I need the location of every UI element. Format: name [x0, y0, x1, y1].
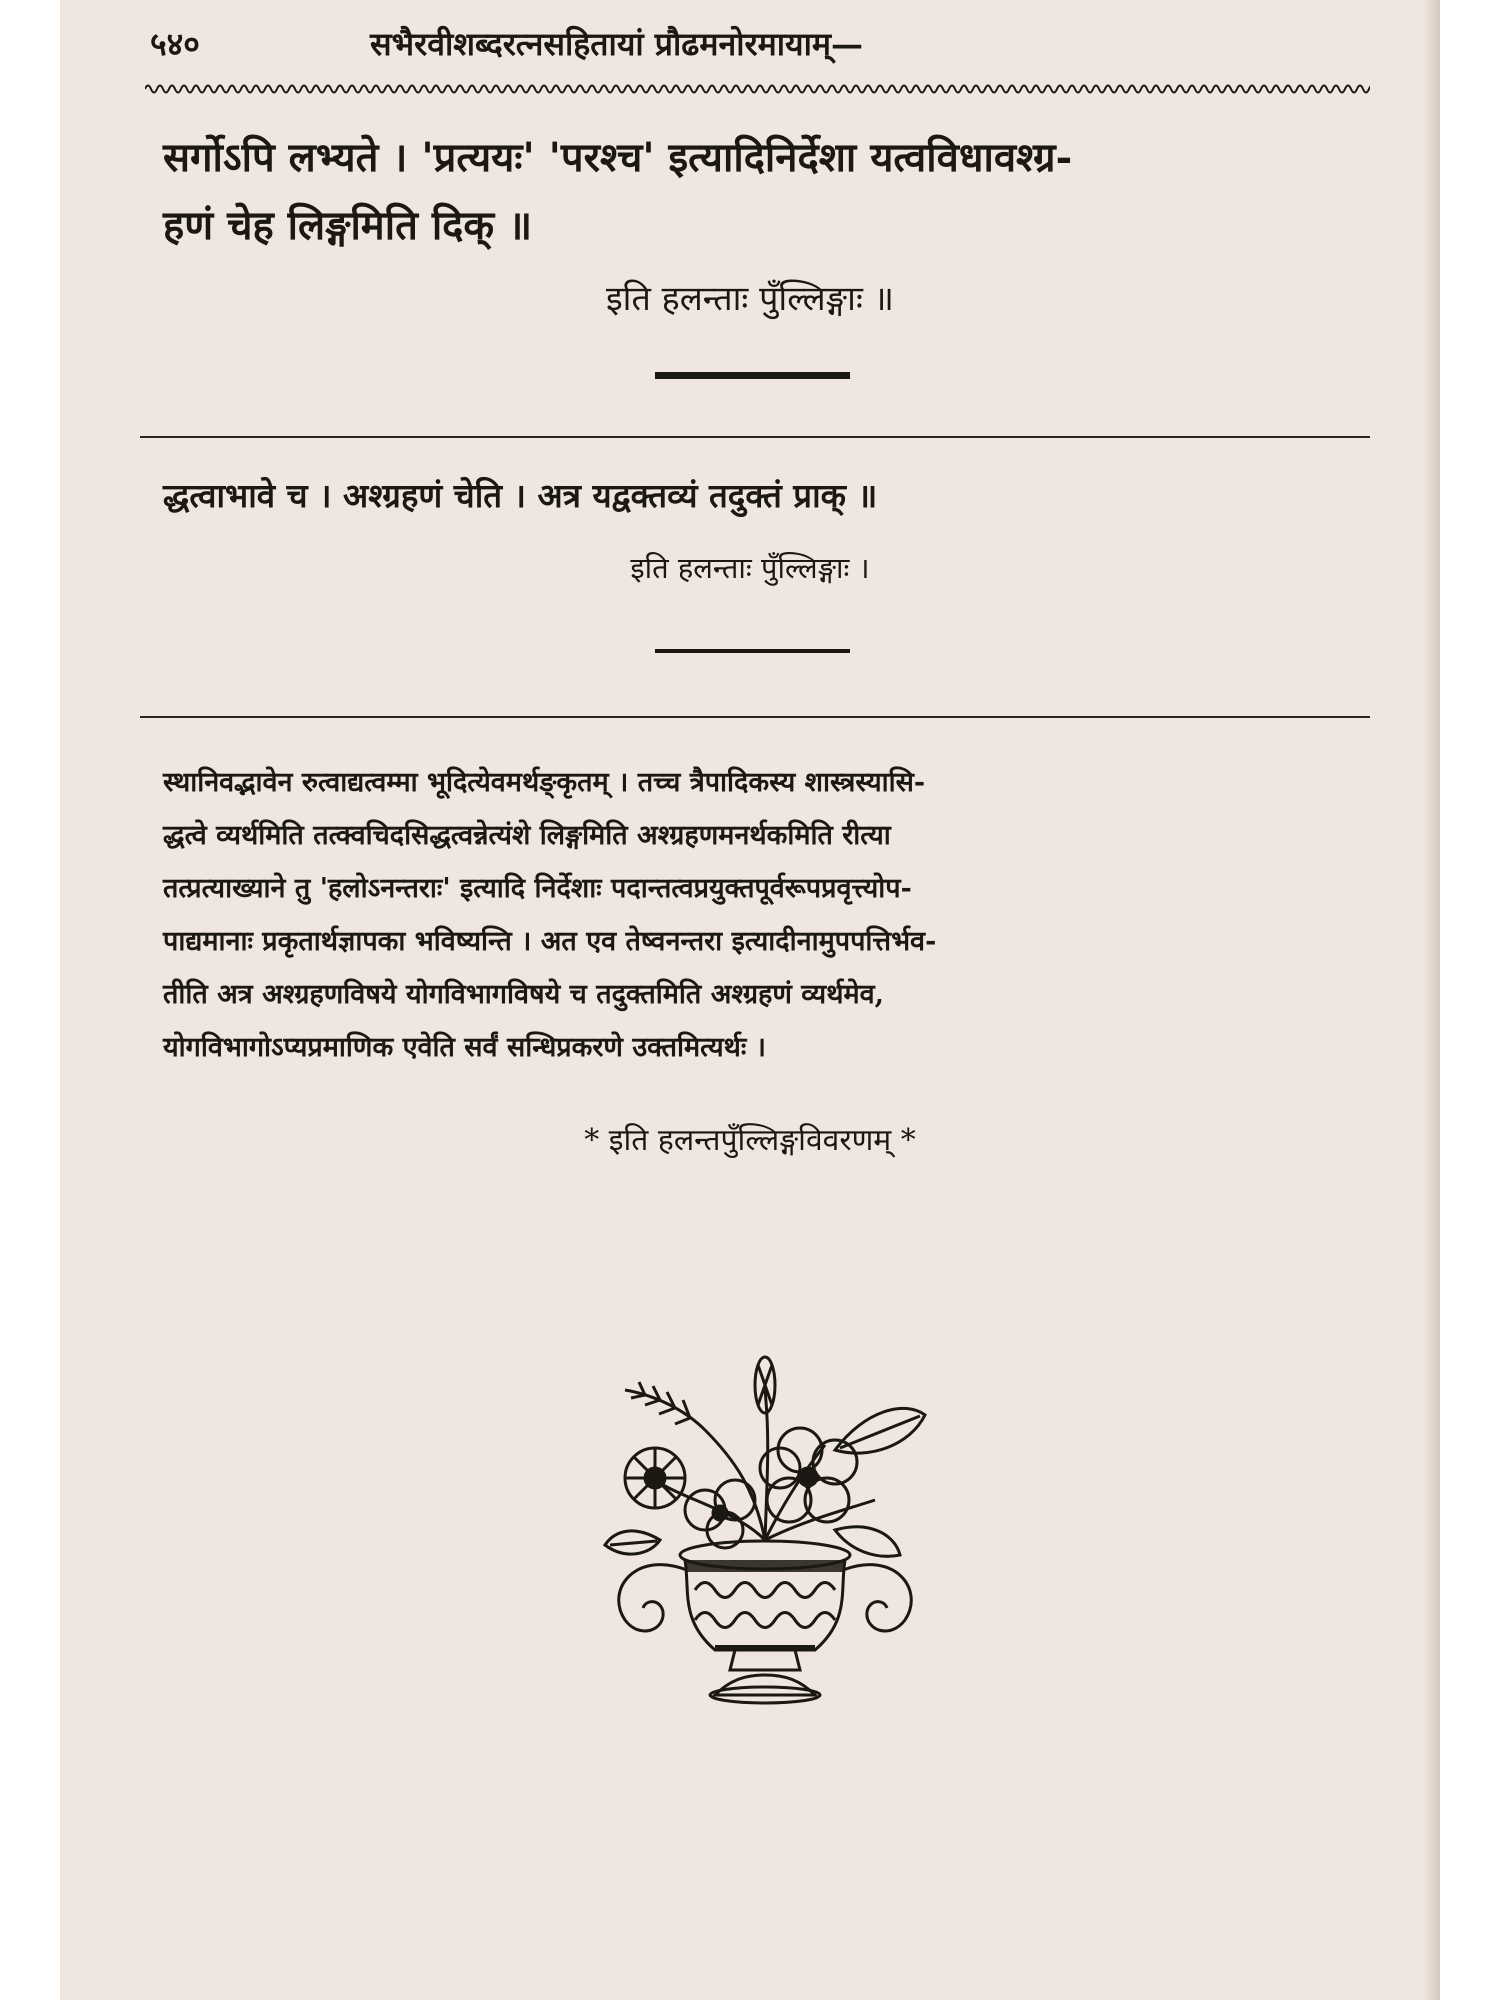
section-end-rule — [655, 372, 850, 379]
wavy-rule-divider — [145, 80, 1370, 98]
section3-line-6: योगविभागोऽप्यप्रमाणिक एवेति सर्वं सन्धिप्रकरणे उक्तमित्यर्थः । — [163, 1032, 766, 1063]
section2-ending: इति हलन्ताः पुँल्लिङ्गाः । — [630, 551, 870, 585]
page-number: ५४० — [150, 25, 200, 63]
section3-line-1: स्थानिवद्भावेन रुत्वाद्यत्वम्मा भूदित्येवमर्थङ्कृतम् । तच्च त्रैपादिकस्य शास्त्रस्यासि- — [163, 767, 926, 798]
section1-line-1: सर्गोऽपि लभ्यते । 'प्रत्ययः' 'परश्च' इत्यादिनिर्देशा यत्वविधावश्ग्र- — [163, 134, 1073, 181]
flower-vase-ornament — [595, 1350, 935, 1730]
section3-line-5: तीति अत्र अश्ग्रहणविषये योगविभागविषये च तदुक्तमिति अश्ग्रहणं व्यर्थमेव, — [163, 979, 885, 1010]
section3-line-3: तत्प्रत्याख्याने तु 'हलोऽनन्तराः' इत्यादि निर्देशाः पदान्तत्वप्रयुक्तपूर्वरूपप्रवृत्त्योप- — [163, 873, 912, 904]
section1-ending: इति हलन्ताः पुँल्लिङ्गाः ॥ — [605, 279, 894, 319]
section-separator-line — [140, 436, 1370, 438]
running-title: सभैरवीशब्दरत्नसहितायां प्रौढमनोरमायाम्— — [370, 25, 863, 63]
section1-line-2: हणं चेह लिङ्गमिति दिक् ॥ — [163, 202, 533, 249]
section3-line-2: द्धत्वे व्यर्थमिति तत्क्वचिदसिद्धत्वन्नेत्यंशे लिङ्गमिति अश्ग्रहणमनर्थकमिति रीत्या — [163, 820, 891, 851]
section2-line-1: द्धत्वाभावे च । अश्ग्रहणं चेति । अत्र यद्वक्तव्यं तदुक्तं प्राक् ॥ — [163, 476, 878, 515]
section-end-rule — [655, 649, 850, 653]
section3-ending: * इति हलन्तपुँल्लिङ्गविवरणम् * — [584, 1123, 916, 1158]
section-separator-line — [140, 716, 1370, 718]
section3-line-4: पाद्यमानाः प्रकृतार्थज्ञापका भविष्यन्ति । अत एव तेष्वनन्तरा इत्यादीनामुपपत्तिर्भव- — [163, 926, 937, 957]
